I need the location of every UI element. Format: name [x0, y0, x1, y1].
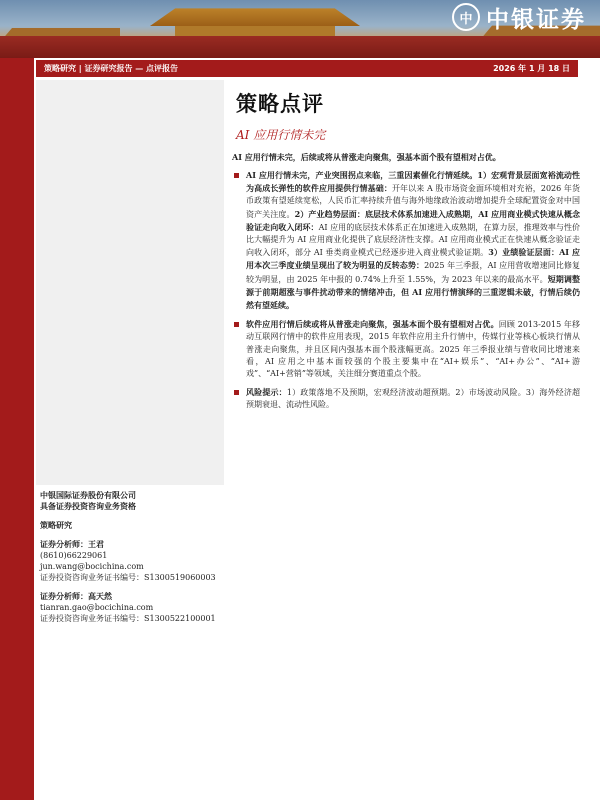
report-info-bar — [36, 60, 578, 77]
sidebar-info — [40, 490, 230, 624]
key-point: AI 应用行情未完，产业突围拐点来临，三重因素催化行情延续。1）宏观背景层面宽裕流动性为高成长弹性的软件应用提供行情基础：开年以来 A 股市场资金面环境相对充裕，2026 年货币政策有望延续宽松，人民币汇率持续升值与海外地缘政治波动增加提升全球配置资金对中国资产关注度。2）产业趋势层面：底层技术体系加速进入成熟期，AI 应用商业模式快速从概念验证走向收入闭环：AI 应用的底层技术体系正在加速进入成熟期，在算力层，推理效率与性价比大幅提升为 AI 应用商业化提供了底层经济性支撑。AI 应用商业模式正在快速从概念验证走向收入闭环，部分 AI 垂类商业模式已经逐步进入商业模式验证期。3）业绩验证层面：AI 应用本次三季度业绩呈现出了较为明显的反转态势：2025 年三季报，AI 应用营收增速同比修复较为明显，由 2025 年中报的 0.74%上升至 1.55%，为 2023 年以来的最高水平。短期调整源于前期超涨与事件扰动带来的情绪冲击，但 AI 应用行情演绎的三重逻辑未破，行情后续仍然有望延续。 — [232, 169, 580, 312]
key-points-list — [232, 169, 580, 412]
qualification: 具备证券投资咨询业务资格 — [40, 501, 136, 511]
risk-note: 风险提示：1）政策落地不及预期，宏观经济波动超预期。2）市场波动风险。3）海外经济超预期衰退、流动性风险。 — [232, 386, 580, 411]
logo-icon: 中 — [452, 3, 480, 31]
analyst-1-name: 证券分析师：王君 — [40, 539, 104, 549]
report-category: 策略研究 | 证券研究报告 — 点评报告 — [44, 64, 179, 73]
left-red-stripe — [0, 58, 34, 800]
analyst-1-phone: (8610)66229061 — [40, 551, 108, 560]
analyst-1-cert: 证券投资咨询业务证书编号：S1300519060003 — [40, 573, 216, 582]
analyst-2-name: 证券分析师：高天然 — [40, 591, 112, 601]
page-subtitle: AI 应用行情未完 — [236, 128, 326, 142]
main-content — [232, 88, 580, 418]
analyst-1-email[interactable]: jun.wang@bocichina.com — [40, 562, 144, 571]
banner-wall — [0, 36, 600, 58]
research-category: 策略研究 — [40, 520, 72, 530]
summary: AI 应用行情未完，后续或将从普涨走向聚焦，强基本面个股有望相对占优。 — [232, 152, 501, 162]
company-name: 中银国际证券股份有限公司 — [40, 490, 136, 500]
banner-roof — [150, 4, 360, 26]
sidebar-panel — [36, 80, 224, 485]
header-banner — [0, 0, 600, 58]
page-title: 策略点评 — [236, 91, 324, 116]
key-point: 软件应用行情后续或将从普涨走向聚焦，强基本面个股有望相对占优。回顾 2013-2015 年移动互联网行情中的软件应用表现，2015 年软件应用主升行情中，传媒行业等核心板块行情从普涨走向聚焦，并且区间内强基本面个股涨幅更高。2025 年三季报业绩与营收同比增速来看，AI 应用之中基本面较强的个股主要集中在“AI+娱乐”、“AI+办公”、“AI+游戏”、“AI+营销”等领域，关注细分赛道重点个股。 — [232, 318, 580, 380]
logo-text: 中银证券 — [486, 6, 586, 33]
brand-logo — [452, 2, 586, 32]
analyst-2-cert: 证券投资咨询业务证书编号：S1300522100001 — [40, 614, 216, 623]
analyst-2-email[interactable]: tianran.gao@bocichina.com — [40, 603, 154, 612]
report-date: 2026 年 1 月 18 日 — [493, 64, 570, 73]
banner-roof-base — [175, 26, 335, 36]
